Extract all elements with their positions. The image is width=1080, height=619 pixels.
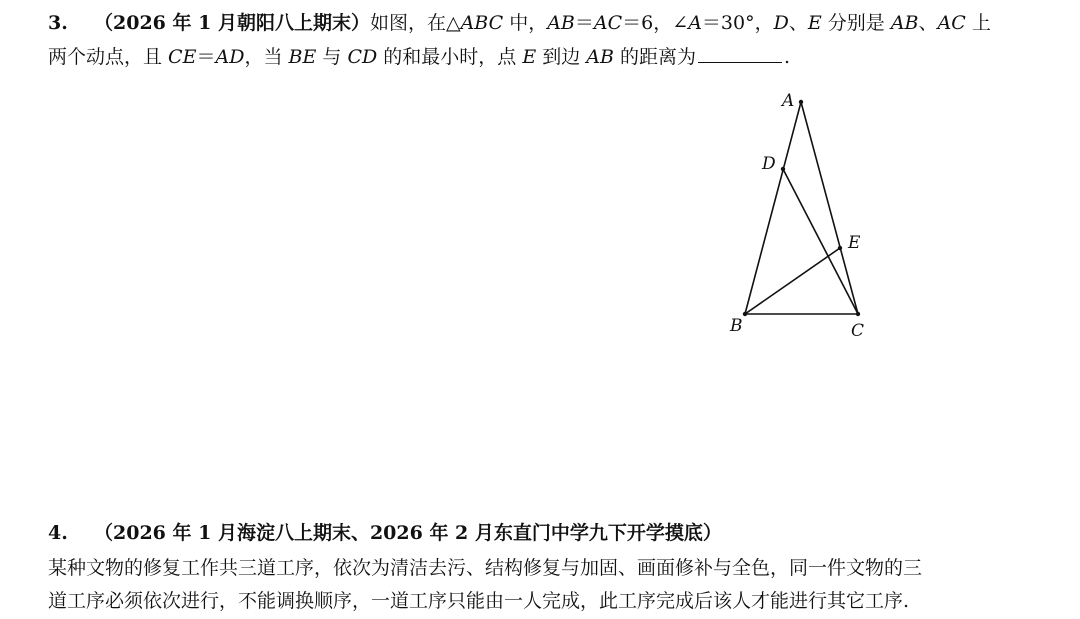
q3-text: ＝	[574, 12, 594, 34]
q3-be: BE	[288, 46, 317, 68]
point-d	[781, 167, 785, 171]
q3-text: 、	[918, 12, 938, 34]
q3-text: 如图，在△	[369, 12, 461, 34]
triangle-figure	[720, 86, 880, 346]
q3-text: 、	[788, 12, 808, 34]
q3-text: 上	[965, 12, 991, 34]
q3-ac: AC	[937, 12, 966, 34]
question-4-line-1	[48, 520, 722, 546]
label-c: C	[851, 321, 865, 341]
q3-ad: AD	[215, 46, 245, 68]
question-4-source: （2026 年 1 月海淀八上期末、2026 年 2 月东直门中学九下开学摸底）	[94, 522, 722, 544]
q3-ce: CE	[168, 46, 197, 68]
label-a: A	[782, 91, 795, 111]
question-4-line-3: 道工序必须依次进行，不能调换顺序，一道工序只能由一人完成，此工序完成后该人才能进行其它工序.	[48, 590, 910, 612]
triangle-lines	[745, 102, 858, 314]
q3-angle-a: A	[688, 12, 702, 34]
q3-ab: AB	[586, 46, 614, 68]
question-3-source: （2026 年 1 月朝阳八上期末）	[94, 12, 370, 34]
q3-ab: AB	[547, 12, 575, 34]
q3-text: 的距离为	[613, 46, 697, 68]
q3-text: 到边	[536, 46, 587, 68]
q3-text: ＝6，∠	[622, 12, 689, 34]
q3-text: 分别是	[821, 12, 891, 34]
q3-ab: AB	[890, 12, 919, 34]
q3-text: .	[784, 46, 791, 68]
q3-text: 的和最小时，点	[377, 46, 523, 68]
point-a	[799, 100, 803, 104]
question-3-line-2	[48, 44, 790, 70]
segment-cd	[783, 169, 858, 314]
q3-cd: CD	[347, 46, 378, 68]
q3-text: 两个动点，且	[48, 46, 169, 68]
question-3-line-1	[48, 10, 991, 36]
answer-blank[interactable]	[698, 46, 782, 63]
label-d: D	[762, 154, 776, 174]
point-c	[856, 312, 860, 316]
q3-d: D	[773, 12, 789, 34]
point-e	[838, 246, 842, 250]
q3-text: 与	[316, 46, 348, 68]
q3-e: E	[807, 12, 822, 34]
q3-e: E	[522, 46, 537, 68]
q3-text: ，当	[244, 46, 289, 68]
question-3-number: 3.	[48, 12, 68, 34]
q3-ac: AC	[593, 12, 623, 34]
segment-ab	[745, 102, 801, 314]
question-4-number: 4.	[48, 522, 68, 544]
q3-text: 中，	[503, 12, 548, 34]
label-b: B	[730, 316, 743, 336]
question-4-line-2: 某种文物的修复工作共三道工序，依次为清洁去污、结构修复与加固、画面修补与全色，同一件文物的三	[48, 557, 923, 579]
q3-abc: ABC	[460, 12, 504, 34]
q3-text: ＝	[196, 46, 216, 68]
q3-text: ＝30°，	[701, 12, 774, 34]
label-e: E	[848, 233, 861, 253]
point-b	[743, 312, 747, 316]
segment-ac	[801, 102, 858, 314]
